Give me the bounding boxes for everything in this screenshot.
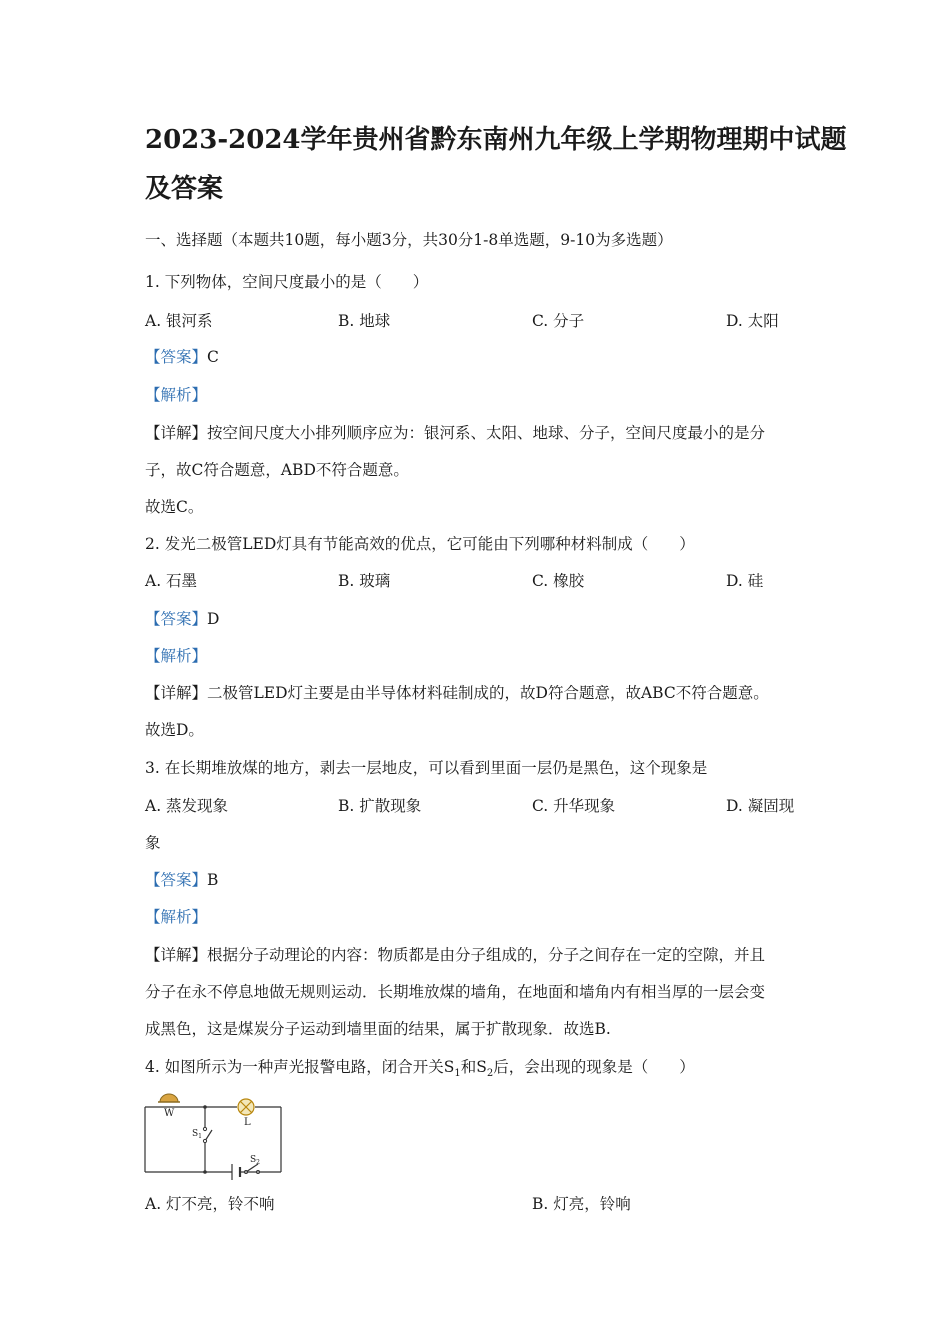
lamp-label: L (244, 1117, 251, 1128)
q3-option-d: D. 凝固现 (726, 797, 795, 815)
q4-stem-part-a: 4. 如图所示为一种声光报警电路，闭合开关S (145, 1058, 455, 1076)
q2-analysis (145, 645, 207, 667)
detail-label: 【详解】 (145, 946, 208, 964)
q1-stem: 1. 下列物体，空间尺度最小的是（ ） (145, 273, 429, 291)
q2-stem: 2. 发光二极管LED灯具有节能高效的优点，它可能由下列哪种材料制成（ ） (145, 535, 695, 553)
answer-label: 【答案】 (145, 871, 208, 889)
junction-bottom (203, 1170, 207, 1174)
document-title-line2: 及答案 (145, 174, 224, 204)
lamp-icon (238, 1099, 254, 1115)
q1-answer (145, 346, 219, 368)
bell-icon (158, 1094, 180, 1102)
section-heading: 一、选择题（本题共10题，每小题3分，共30分1-8单选题，9-10为多选题） (145, 231, 673, 249)
q3-detail-line1 (145, 944, 765, 966)
q2-answer (145, 608, 219, 630)
q4-stem-part-c: 后，会出现的现象是（ ） (493, 1058, 695, 1076)
q3-answer (145, 869, 218, 891)
q1-conclusion: 故选C。 (145, 498, 204, 516)
q1-detail-text1: 按空间尺度大小排列顺序应为：银河系、太阳、地球、分子，空间尺度最小的是分 (207, 424, 766, 442)
q3-stem: 3. 在长期堆放煤的地方，剥去一层地皮，可以看到里面一层仍是黑色，这个现象是 (145, 759, 708, 777)
q2-answer-value: D (207, 610, 220, 628)
switch1-contact-top (203, 1127, 206, 1130)
q2-detail-text1: 二极管LED灯主要是由半导体材料硅制成的，故D符合题意，故ABC不符合题意。 (207, 684, 769, 702)
q1-option-c: C. 分子 (532, 312, 585, 330)
q4-sub-2: 2 (486, 1068, 494, 1080)
q3-option-a: A. 蒸发现象 (145, 797, 229, 815)
q2-detail-line1 (145, 682, 769, 704)
q1-option-a: A. 银河系 (145, 312, 213, 330)
q3-detail-text1: 根据分子动理论的内容：物质都是由分子组成的，分子之间存在一定的空隙，并且 (207, 946, 766, 964)
q2-option-a: A. 石墨 (145, 572, 198, 590)
q3-option-wrap: 象 (145, 834, 161, 852)
analysis-label: 【解析】 (145, 908, 208, 926)
q3-detail-line3: 成黑色，这是煤炭分子运动到墙里面的结果，属于扩散现象．故选B. (145, 1020, 611, 1038)
q2-option-b: B. 玻璃 (338, 572, 391, 590)
document-title-line1: 2023-2024学年贵州省黔东南州九年级上学期物理期中试题 (145, 125, 847, 155)
q1-answer-value: C (207, 348, 219, 366)
analysis-label: 【解析】 (145, 647, 208, 665)
detail-label: 【详解】 (145, 684, 208, 702)
q2-conclusion: 故选D。 (145, 721, 204, 739)
q3-analysis (145, 906, 207, 928)
switch1-label: $S_1$ (192, 1129, 202, 1140)
circuit-diagram (140, 1092, 290, 1182)
detail-label: 【详解】 (145, 424, 208, 442)
q1-detail-line1 (145, 422, 765, 444)
q3-detail-line2: 分子在永不停息地做无规则运动．长期堆放煤的墙角，在地面和墙角内有相当厚的一层会变 (145, 983, 766, 1001)
q3-option-b: B. 扩散现象 (338, 797, 422, 815)
bell-label: W (164, 1108, 175, 1119)
q4-stem (145, 1056, 695, 1085)
junction-top (203, 1105, 207, 1109)
analysis-label: 【解析】 (145, 386, 208, 404)
switch2-label: $S_2$ (250, 1155, 260, 1166)
q4-stem-part-b: 和S (460, 1058, 487, 1076)
q1-option-d: D. 太阳 (726, 312, 779, 330)
q4-sub-1: 1 (454, 1068, 461, 1080)
q2-option-c: C. 橡胶 (532, 572, 585, 590)
q1-option-b: B. 地球 (338, 312, 391, 330)
answer-label: 【答案】 (145, 348, 208, 366)
q2-option-d: D. 硅 (726, 572, 764, 590)
q4-option-b: B. 灯亮，铃响 (532, 1195, 631, 1213)
q3-answer-value: B (207, 871, 219, 889)
q1-analysis (145, 384, 207, 406)
switch1-contact-bottom (203, 1139, 206, 1142)
battery-icon (232, 1164, 240, 1180)
q1-detail-line2: 子，故C符合题意，ABD不符合题意。 (145, 461, 409, 479)
q4-option-a: A. 灯不亮，铃不响 (145, 1195, 275, 1213)
answer-label: 【答案】 (145, 610, 208, 628)
q3-option-c: C. 升华现象 (532, 797, 616, 815)
